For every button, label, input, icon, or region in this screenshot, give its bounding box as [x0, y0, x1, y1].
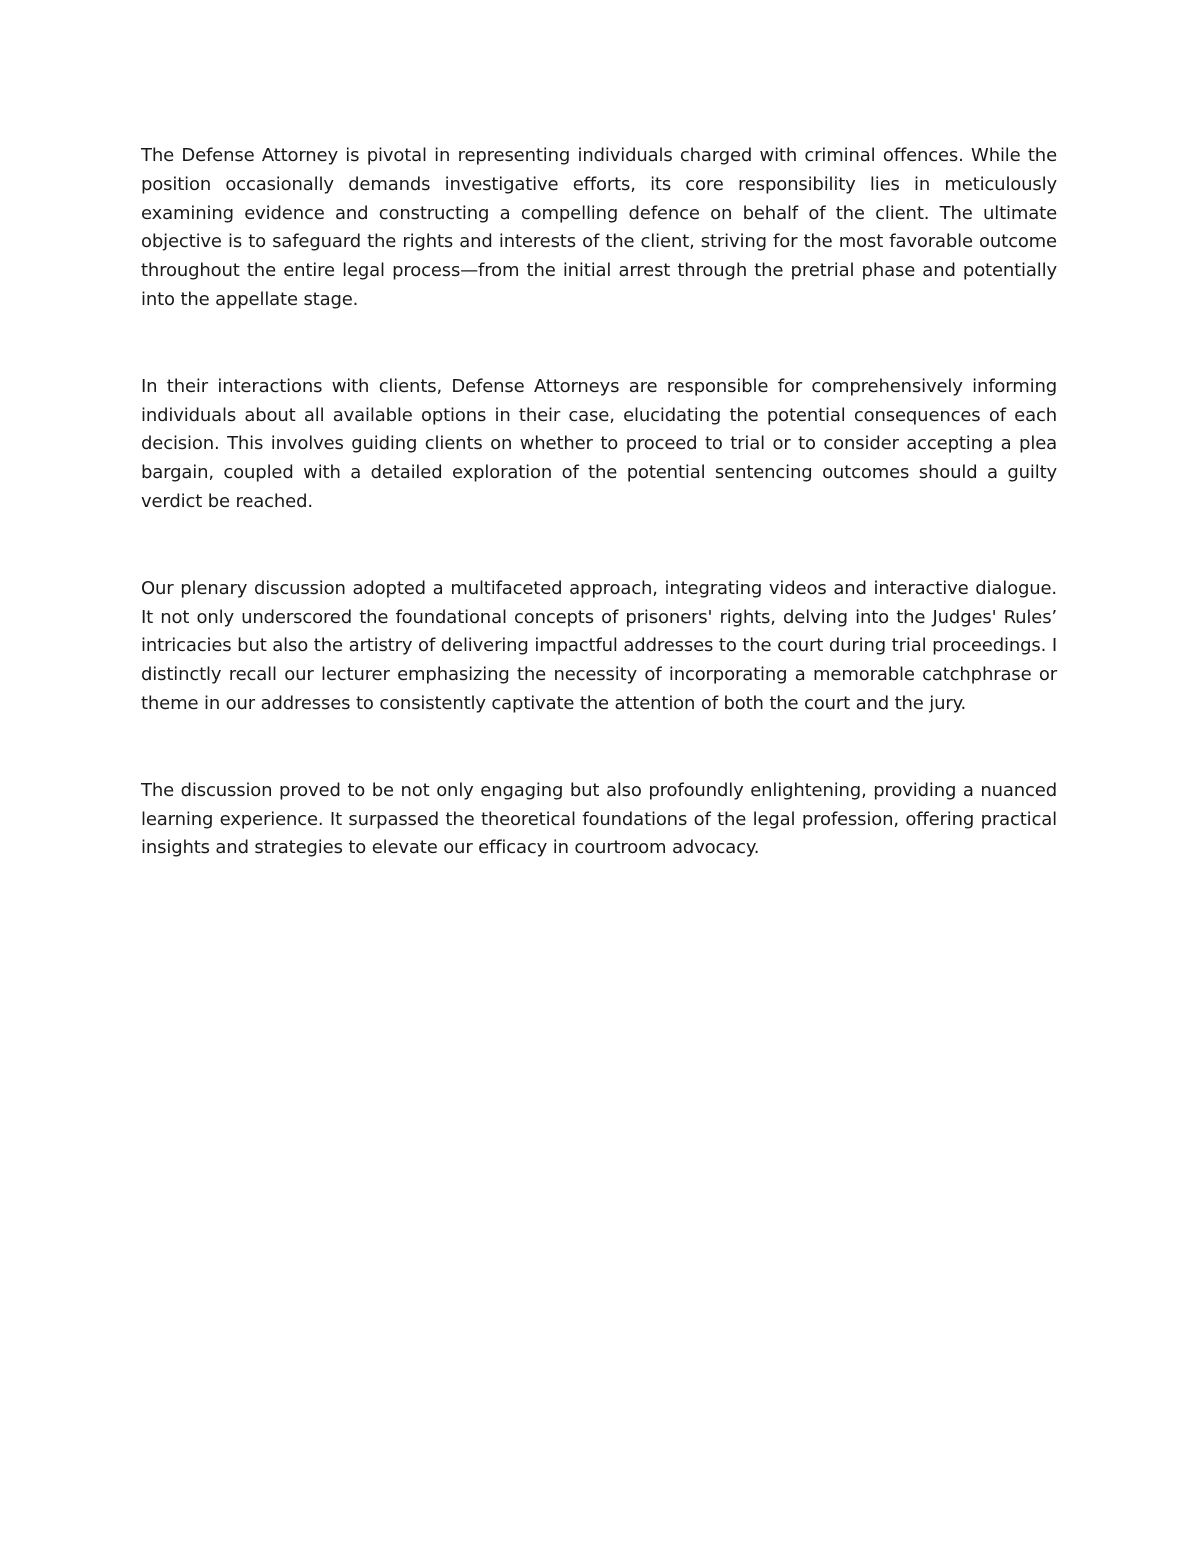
paragraph-discussion-reflection: The discussion proved to be not only engaging but also profoundly enlightening, providing a nuanced learning experience. It surpassed the theoretical foundations of the legal profession, offering practical insights and strategies to elevate our efficacy in courtroom advocacy.: [141, 779, 1057, 859]
document-body: [141, 142, 1057, 863]
paragraph-client-interactions: In their interactions with clients, Defense Attorneys are responsible for comprehensively informing individuals about all available options in their case, elucidating the potential consequences of each decision. This involves guiding clients on whether to proceed to trial or to consider accepting a plea bargain, coupled with a detailed exploration of the potential sentencing outcomes should a guilty verdict be reached.: [141, 375, 1057, 512]
paragraph-plenary-discussion: Our plenary discussion adopted a multifaceted approach, integrating videos and interactive dialogue. It not only underscored the foundational concepts of prisoners' rights, delving into the Judges' Rules’ intricacies but also the artistry of delivering impactful addresses to the court during trial proceedings. I distinctly recall our lecturer emphasizing the necessity of incorporating a memorable catchphrase or theme in our addresses to consistently captivate the attention of both the court and the jury.: [141, 577, 1057, 714]
paragraph-defense-attorney-role: The Defense Attorney is pivotal in representing individuals charged with criminal offences. While the position occasionally demands investigative efforts, its core responsibility lies in meticulously examining evidence and constructing a compelling defence on behalf of the client. The ultimate objective is to safeguard the rights and interests of the client, striving for the most favorable outcome throughout the entire legal process—from the initial arrest through the pretrial phase and potentially into the appellate stage.: [141, 145, 1057, 310]
